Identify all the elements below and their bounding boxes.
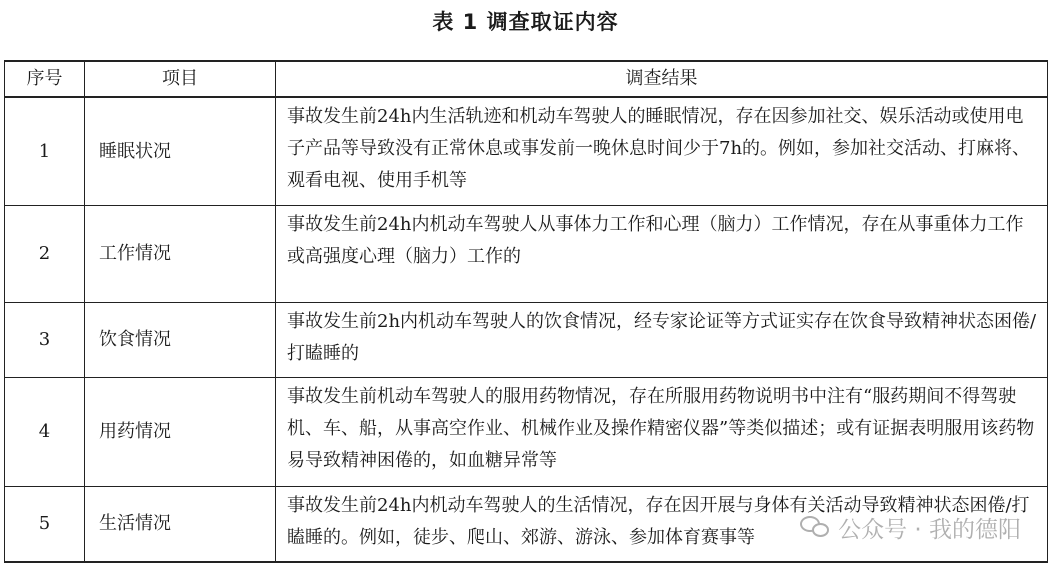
table-row [5, 378, 1048, 487]
row-item: 用药情况 [85, 378, 276, 487]
row-item: 生活情况 [85, 487, 276, 563]
table-header-row [5, 61, 1048, 97]
survey-table [4, 60, 1048, 563]
header-no: 序号 [5, 61, 85, 97]
table-row [5, 206, 1048, 303]
row-number: 1 [5, 97, 85, 206]
table-title: 表 1 调查取证内容 [432, 10, 619, 34]
row-result: 事故发生前24h内机动车驾驶人从事体力工作和心理（脑力）工作情况，存在从事重体力工作或高强度心理（脑力）工作的 [276, 206, 1048, 303]
table-row [5, 303, 1048, 378]
row-number: 3 [5, 303, 85, 378]
row-result: 事故发生前24h内机动车驾驶人的生活情况，存在因开展与身体有关活动导致精神状态困倦/打瞌睡的。例如，徒步、爬山、郊游、游泳、参加体育赛事等 [276, 487, 1048, 563]
row-item: 工作情况 [85, 206, 276, 303]
table-row [5, 97, 1048, 206]
row-number: 5 [5, 487, 85, 563]
row-item: 睡眠状况 [85, 97, 276, 206]
header-item: 项目 [85, 61, 276, 97]
row-number: 2 [5, 206, 85, 303]
table-row [5, 487, 1048, 563]
row-result: 事故发生前2h内机动车驾驶人的饮食情况，经专家论证等方式证实存在饮食导致精神状态困倦/打瞌睡的 [276, 303, 1048, 378]
header-result: 调查结果 [276, 61, 1048, 97]
row-item: 饮食情况 [85, 303, 276, 378]
row-number: 4 [5, 378, 85, 487]
row-result: 事故发生前24h内生活轨迹和机动车驾驶人的睡眠情况，存在因参加社交、娱乐活动或使用电子产品等导致没有正常休息或事发前一晚休息时间少于7h的。例如，参加社交活动、打麻将、观看电视、使用手机等 [276, 97, 1048, 206]
watermark-text: 公众号 · 我的德阳 [838, 516, 1021, 543]
row-result: 事故发生前机动车驾驶人的服用药物情况，存在所服用药物说明书中注有“服药期间不得驾驶机、车、船，从事高空作业、机械作业及操作精密仪器”等类似描述；或有证据表明服用该药物易导致精神困倦的，如血糖异常等 [276, 378, 1048, 487]
